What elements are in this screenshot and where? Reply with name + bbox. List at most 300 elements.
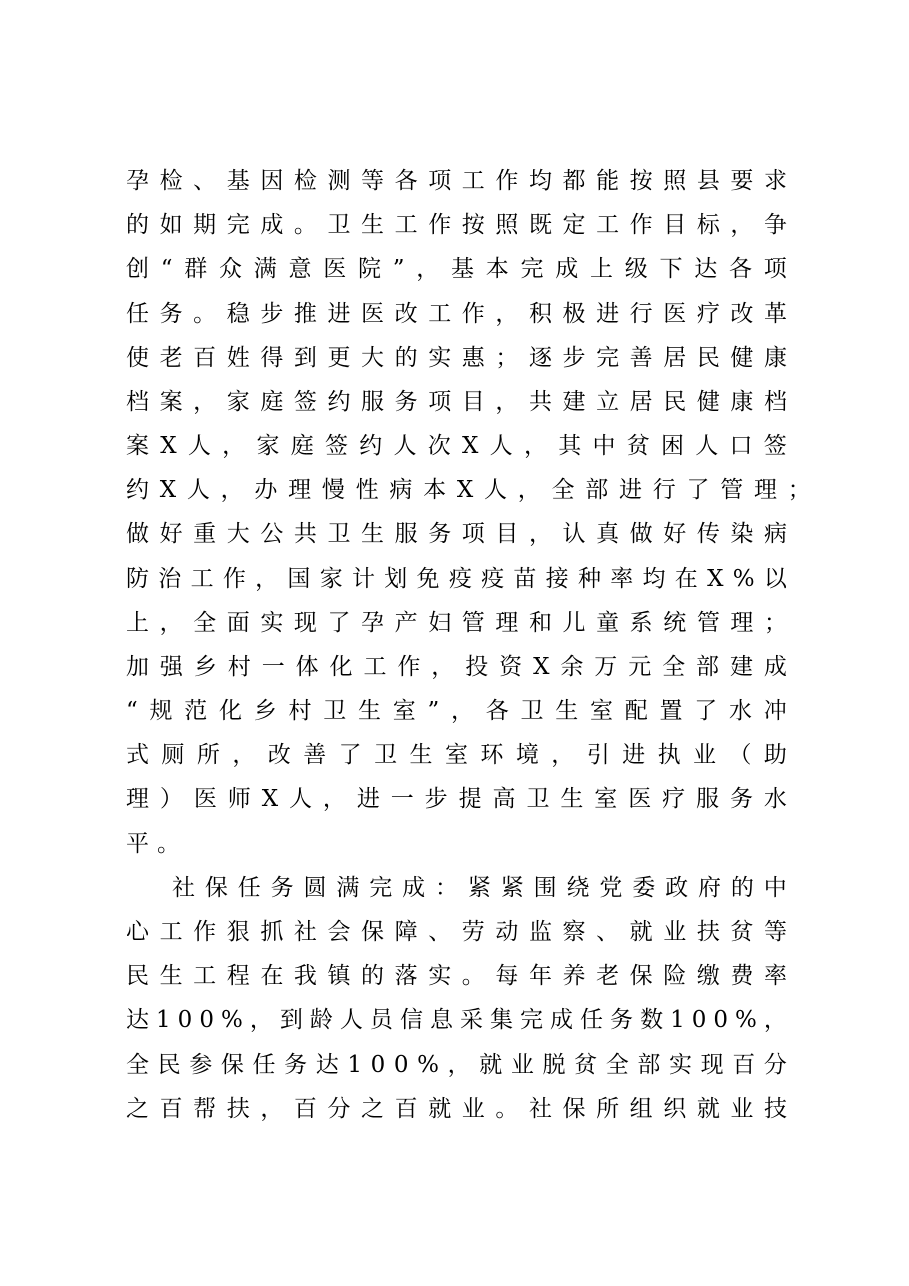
text-char: 现 bbox=[293, 610, 317, 636]
text-char: 工 bbox=[428, 301, 452, 327]
text-char: 做 bbox=[126, 521, 149, 547]
text-char: 能 bbox=[596, 168, 620, 194]
text-char: 保 bbox=[361, 919, 385, 945]
text-line bbox=[126, 781, 787, 817]
text-char: 了 bbox=[686, 477, 710, 503]
text-char: 慢 bbox=[321, 477, 345, 503]
text-char: 上 bbox=[126, 610, 149, 636]
text-char: % bbox=[220, 1007, 243, 1033]
text-char: 行 bbox=[629, 301, 653, 327]
text-char: 各 bbox=[485, 698, 509, 724]
text-char: 紧 bbox=[467, 875, 491, 901]
text-line bbox=[126, 561, 787, 597]
text-char: 0 bbox=[393, 1052, 409, 1078]
text-char: 完 bbox=[520, 256, 544, 282]
text-char: 卫 bbox=[526, 786, 550, 812]
text-char: 都 bbox=[562, 168, 586, 194]
text-char: 加 bbox=[126, 654, 149, 680]
text-char: ” bbox=[392, 256, 405, 282]
text-char: 抓 bbox=[260, 919, 284, 945]
text-char: 级 bbox=[624, 256, 648, 282]
text-char: 数 bbox=[640, 1007, 664, 1033]
text-char: 劳 bbox=[461, 919, 485, 945]
text-char: 检 bbox=[293, 168, 317, 194]
text-char: 签 bbox=[293, 389, 317, 415]
text-char: 逐 bbox=[528, 345, 552, 371]
text-char: 贫 bbox=[626, 433, 650, 459]
text-char: 等 bbox=[361, 168, 385, 194]
text-char: 实 bbox=[428, 345, 452, 371]
text-char: 孕 bbox=[126, 168, 149, 194]
text-char: 务 bbox=[270, 875, 294, 901]
text-char: ， bbox=[517, 477, 541, 503]
text-char: 集 bbox=[489, 1007, 513, 1033]
text-char: 保 bbox=[220, 1052, 244, 1078]
text-char: 保 bbox=[562, 1096, 586, 1122]
text-char: 务 bbox=[610, 1007, 634, 1033]
text-char: 革 bbox=[763, 301, 787, 327]
text-char: 老 bbox=[596, 963, 620, 989]
text-char: 极 bbox=[562, 301, 586, 327]
text-char: 资 bbox=[499, 654, 523, 680]
text-line bbox=[126, 251, 787, 287]
text-char: 步 bbox=[260, 301, 284, 327]
text-char: 惠 bbox=[461, 345, 485, 371]
text-char: 重 bbox=[193, 521, 217, 547]
text-char: 务 bbox=[729, 786, 753, 812]
text-char: 改 bbox=[267, 742, 291, 768]
text-char: 提 bbox=[458, 786, 482, 812]
text-char: 全 bbox=[662, 654, 686, 680]
text-char: 险 bbox=[663, 963, 687, 989]
text-char: 疗 bbox=[696, 301, 720, 327]
text-char: X bbox=[707, 566, 724, 592]
text-char: 共 bbox=[528, 389, 552, 415]
text-line bbox=[126, 428, 787, 464]
text-char: 业 bbox=[730, 1096, 754, 1122]
text-char: 居 bbox=[663, 345, 687, 371]
text-char: 扶 bbox=[696, 919, 720, 945]
text-char: 生 bbox=[358, 698, 382, 724]
text-line bbox=[126, 649, 787, 685]
text-char: 工 bbox=[363, 654, 387, 680]
text-char: 目 bbox=[663, 212, 687, 238]
text-char: 化 bbox=[219, 698, 243, 724]
text-char: 约 bbox=[327, 389, 351, 415]
text-char: 全 bbox=[551, 477, 575, 503]
text-char: 工 bbox=[596, 212, 620, 238]
text-char: 签 bbox=[324, 433, 348, 459]
text-char: 基 bbox=[451, 256, 475, 282]
text-char: 童 bbox=[596, 610, 620, 636]
text-char: 实 bbox=[669, 1052, 693, 1078]
text-char: 体 bbox=[295, 654, 319, 680]
text-char: 强 bbox=[159, 654, 183, 680]
text-char: 一 bbox=[390, 786, 414, 812]
text-char: 成 bbox=[763, 654, 787, 680]
text-char: 居 bbox=[629, 389, 653, 415]
text-char: 水 bbox=[729, 698, 753, 724]
text-char: 贫 bbox=[730, 919, 754, 945]
text-char: 人 bbox=[187, 433, 211, 459]
text-char: 费 bbox=[730, 963, 754, 989]
text-char: 之 bbox=[126, 1096, 149, 1122]
text-char: 心 bbox=[126, 919, 149, 945]
text-char: 分 bbox=[763, 1052, 787, 1078]
text-char: 0 bbox=[199, 1007, 214, 1033]
text-char: 成 bbox=[550, 1007, 574, 1033]
text-line bbox=[126, 296, 787, 332]
text-char: 全 bbox=[605, 1052, 629, 1078]
text-char: 1 bbox=[670, 1007, 685, 1033]
text-char: 贫 bbox=[574, 1052, 598, 1078]
text-char: 约 bbox=[126, 477, 149, 503]
text-char: 康 bbox=[730, 389, 754, 415]
text-char: 参 bbox=[189, 1052, 213, 1078]
text-char: 基 bbox=[226, 168, 250, 194]
text-char: 到 bbox=[279, 1007, 303, 1033]
text-char: 民 bbox=[696, 345, 720, 371]
text-char: 善 bbox=[303, 742, 327, 768]
text-char: 保 bbox=[629, 963, 653, 989]
text-char: 作 bbox=[193, 919, 217, 945]
text-char: 、 bbox=[428, 919, 452, 945]
text-char: 进 bbox=[356, 786, 380, 812]
text-char: 共 bbox=[293, 521, 317, 547]
text-char: 防 bbox=[126, 566, 149, 592]
text-char: 工 bbox=[394, 212, 418, 238]
text-char: ， bbox=[159, 610, 183, 636]
text-char: 稳 bbox=[226, 301, 250, 327]
text-char: X bbox=[159, 477, 177, 503]
text-char: 室 bbox=[444, 742, 468, 768]
text-char: 之 bbox=[361, 1096, 385, 1122]
text-char: % bbox=[417, 1052, 440, 1078]
text-char: 动 bbox=[495, 919, 519, 945]
text-char: 妇 bbox=[428, 610, 452, 636]
text-char: 0 bbox=[713, 1007, 729, 1033]
text-char: 档 bbox=[763, 389, 787, 415]
text-char: 务 bbox=[394, 389, 418, 415]
text-char: “ bbox=[126, 698, 138, 724]
text-char: 帮 bbox=[193, 1096, 217, 1122]
text-line bbox=[126, 693, 787, 729]
text-char: 作 bbox=[397, 654, 421, 680]
text-char: 家 bbox=[256, 433, 280, 459]
text-char: 扶 bbox=[226, 1096, 250, 1122]
text-char: 产 bbox=[394, 610, 418, 636]
text-char: 投 bbox=[465, 654, 489, 680]
text-char: 工 bbox=[461, 168, 485, 194]
text-char: 完 bbox=[369, 875, 393, 901]
text-char: 立 bbox=[596, 389, 620, 415]
text-char: 更 bbox=[327, 345, 351, 371]
text-char: 万 bbox=[594, 654, 618, 680]
text-char: 政 bbox=[665, 875, 689, 901]
text-char: 积 bbox=[528, 301, 552, 327]
text-char: 医 bbox=[323, 256, 347, 282]
text-char: 传 bbox=[696, 521, 720, 547]
text-char: 好 bbox=[159, 521, 183, 547]
text-char: 健 bbox=[730, 345, 754, 371]
text-char: 卫 bbox=[323, 698, 347, 724]
text-char: 龄 bbox=[309, 1007, 333, 1033]
text-line bbox=[126, 958, 787, 994]
text-line bbox=[126, 1002, 787, 1038]
text-char: 建 bbox=[562, 389, 586, 415]
text-char: 了 bbox=[694, 698, 718, 724]
text-char: 达 bbox=[315, 1052, 339, 1078]
text-char: ， bbox=[551, 742, 575, 768]
text-char: 百 bbox=[732, 1052, 756, 1078]
text-char: 生 bbox=[361, 212, 385, 238]
text-char: 进 bbox=[622, 742, 646, 768]
text-char: X bbox=[261, 786, 279, 812]
text-char: 按 bbox=[629, 168, 653, 194]
text-char: 和 bbox=[528, 610, 552, 636]
text-char: 师 bbox=[227, 786, 251, 812]
text-char: 行 bbox=[652, 477, 676, 503]
text-char: 室 bbox=[594, 786, 618, 812]
text-char: 改 bbox=[730, 301, 754, 327]
text-char: 善 bbox=[629, 345, 653, 371]
text-char: 就 bbox=[479, 1052, 503, 1078]
text-char: 任 bbox=[237, 875, 261, 901]
text-char: 服 bbox=[696, 786, 720, 812]
text-char: 苗 bbox=[513, 566, 537, 592]
text-char: 均 bbox=[528, 168, 552, 194]
text-char: 信 bbox=[399, 1007, 423, 1033]
text-char: 期 bbox=[193, 212, 217, 238]
text-char: 分 bbox=[327, 1096, 351, 1122]
text-char: 推 bbox=[293, 301, 317, 327]
text-char: 乡 bbox=[193, 654, 217, 680]
text-char: 定 bbox=[562, 212, 586, 238]
text-char: ， bbox=[260, 1096, 284, 1122]
text-char: 党 bbox=[599, 875, 623, 901]
text-char: 工 bbox=[193, 963, 217, 989]
text-char: 进 bbox=[596, 301, 620, 327]
text-char: 国 bbox=[287, 566, 311, 592]
text-char: ， bbox=[431, 654, 455, 680]
text-char: 划 bbox=[384, 566, 408, 592]
text-char: 上 bbox=[590, 256, 614, 282]
text-char: （ bbox=[728, 742, 752, 768]
text-char: 。 bbox=[495, 1096, 519, 1122]
text-char: 性 bbox=[355, 477, 379, 503]
text-char: 缴 bbox=[696, 963, 720, 989]
text-char: 本 bbox=[485, 256, 509, 282]
text-char: 达 bbox=[694, 256, 718, 282]
text-char: 均 bbox=[642, 566, 666, 592]
text-char: X bbox=[160, 433, 177, 459]
text-char: 理 bbox=[126, 786, 149, 812]
text-char: 创 bbox=[126, 256, 149, 282]
text-char: 百 bbox=[293, 1096, 317, 1122]
text-char: 执 bbox=[657, 742, 681, 768]
text-char: 治 bbox=[158, 566, 182, 592]
text-char: 委 bbox=[632, 875, 656, 901]
text-char: 工 bbox=[190, 566, 214, 592]
text-char: 率 bbox=[610, 566, 634, 592]
text-char: 1 bbox=[347, 1052, 363, 1078]
text-char: 任 bbox=[252, 1052, 276, 1078]
text-char: 民 bbox=[157, 1052, 181, 1078]
text-char: 照 bbox=[495, 212, 519, 238]
text-char: 每 bbox=[495, 963, 519, 989]
text-char: ； bbox=[763, 610, 787, 636]
text-char: 进 bbox=[619, 477, 642, 503]
text-char: 所 bbox=[196, 742, 220, 768]
text-char: 镇 bbox=[327, 963, 351, 989]
text-char: 家 bbox=[226, 389, 250, 415]
text-char: ， bbox=[451, 698, 475, 724]
text-char: 员 bbox=[369, 1007, 393, 1033]
text-char: 项 bbox=[461, 521, 485, 547]
text-char: 老 bbox=[159, 345, 183, 371]
text-char: 、 bbox=[596, 919, 620, 945]
text-char: 健 bbox=[696, 389, 720, 415]
text-char: 作 bbox=[461, 301, 485, 327]
text-char: 室 bbox=[392, 698, 416, 724]
text-char: 绕 bbox=[566, 875, 590, 901]
text-char: ； bbox=[495, 345, 519, 371]
text-char: 的 bbox=[361, 963, 385, 989]
text-char: “ bbox=[160, 256, 173, 282]
text-char: 群 bbox=[184, 256, 208, 282]
text-char: 落 bbox=[394, 963, 418, 989]
text-char: 织 bbox=[663, 1096, 687, 1122]
text-char: 步 bbox=[424, 786, 448, 812]
text-char: 要 bbox=[730, 168, 754, 194]
text-char: 大 bbox=[361, 345, 385, 371]
text-char: ， bbox=[416, 256, 440, 282]
text-char: 目 bbox=[461, 389, 485, 415]
text-char: 按 bbox=[461, 212, 485, 238]
text-char: 计 bbox=[351, 566, 375, 592]
text-char: 县 bbox=[696, 168, 720, 194]
text-char: 1 bbox=[156, 1007, 171, 1033]
text-char: 就 bbox=[629, 919, 653, 945]
text-char: 管 bbox=[720, 477, 744, 503]
text-char: 人 bbox=[288, 786, 312, 812]
text-char: 庭 bbox=[290, 433, 314, 459]
text-char: 的 bbox=[126, 212, 149, 238]
text-char: 成 bbox=[402, 875, 426, 901]
text-char: 认 bbox=[562, 521, 586, 547]
text-char: 困 bbox=[661, 433, 684, 459]
text-char: 人 bbox=[489, 433, 513, 459]
text-char: 系 bbox=[629, 610, 653, 636]
text-char: ， bbox=[523, 433, 547, 459]
text-char: 医 bbox=[663, 301, 687, 327]
text-char: ， bbox=[495, 301, 519, 327]
text-char: 满 bbox=[253, 256, 277, 282]
text-char: ； bbox=[787, 477, 811, 503]
text-char: 0 bbox=[177, 1007, 193, 1033]
text-char: 任 bbox=[580, 1007, 604, 1033]
text-char: 在 bbox=[260, 963, 284, 989]
text-char: 理 bbox=[754, 477, 777, 503]
text-char: 种 bbox=[577, 566, 601, 592]
text-line bbox=[126, 914, 787, 950]
text-char: 范 bbox=[184, 698, 208, 724]
text-char: X bbox=[533, 654, 550, 680]
text-char: 社 bbox=[293, 919, 317, 945]
text-char: ， bbox=[763, 1007, 787, 1033]
text-char: 案 bbox=[126, 433, 149, 459]
text-char: 冲 bbox=[763, 698, 787, 724]
text-char: 完 bbox=[226, 212, 250, 238]
text-char: ， bbox=[495, 389, 519, 415]
text-char: 等 bbox=[763, 919, 787, 945]
text-char: 儿 bbox=[562, 610, 586, 636]
text-char: 技 bbox=[763, 1096, 787, 1122]
text-char: 各 bbox=[729, 256, 753, 282]
text-char: 医 bbox=[628, 786, 652, 812]
text-char: 人 bbox=[484, 477, 507, 503]
text-char: 部 bbox=[637, 1052, 661, 1078]
text-char: 全 bbox=[126, 1052, 149, 1078]
text-char: 式 bbox=[126, 742, 149, 768]
text-line bbox=[126, 1047, 787, 1083]
text-char: 庭 bbox=[260, 389, 284, 415]
text-char: 部 bbox=[585, 477, 609, 503]
text-char: 次 bbox=[427, 433, 451, 459]
text-char: 高 bbox=[492, 786, 516, 812]
text-char: 生 bbox=[409, 742, 433, 768]
text-char: 完 bbox=[596, 345, 620, 371]
text-char: 村 bbox=[288, 698, 312, 724]
text-char: 检 bbox=[159, 168, 183, 194]
text-char: 率 bbox=[763, 963, 787, 989]
text-char: 姓 bbox=[226, 345, 250, 371]
text-char: 。 bbox=[461, 963, 485, 989]
text-char: 就 bbox=[428, 1096, 452, 1122]
text-char: 百 bbox=[159, 1096, 183, 1122]
text-line bbox=[126, 340, 787, 376]
text-char: 0 bbox=[691, 1007, 707, 1033]
text-char: 卫 bbox=[327, 212, 351, 238]
text-char: 求 bbox=[763, 168, 787, 194]
text-char: 作 bbox=[495, 168, 519, 194]
text-char: 百 bbox=[193, 345, 217, 371]
text-char: 引 bbox=[586, 742, 610, 768]
text-char: 公 bbox=[260, 521, 284, 547]
text-char: 管 bbox=[696, 610, 720, 636]
text-char: 案 bbox=[159, 389, 183, 415]
text-char: 签 bbox=[763, 433, 787, 459]
text-char: 其 bbox=[558, 433, 582, 459]
text-char: 境 bbox=[515, 742, 539, 768]
text-char: 保 bbox=[204, 875, 228, 901]
text-line bbox=[126, 516, 787, 552]
text-char: 成 bbox=[555, 256, 579, 282]
text-char: 作 bbox=[629, 212, 653, 238]
text-char: 人 bbox=[393, 433, 417, 459]
text-char: 医 bbox=[193, 786, 217, 812]
text-char: ， bbox=[193, 389, 217, 415]
text-char: 厕 bbox=[161, 742, 185, 768]
text-char: 任 bbox=[126, 301, 149, 327]
text-char: 务 bbox=[284, 1052, 308, 1078]
text-char: 现 bbox=[700, 1052, 724, 1078]
text-char: 室 bbox=[590, 698, 614, 724]
text-char: 业 bbox=[663, 919, 687, 945]
text-char: 大 bbox=[226, 521, 250, 547]
text-char: 以 bbox=[763, 566, 787, 592]
text-char: 社 bbox=[172, 875, 195, 901]
